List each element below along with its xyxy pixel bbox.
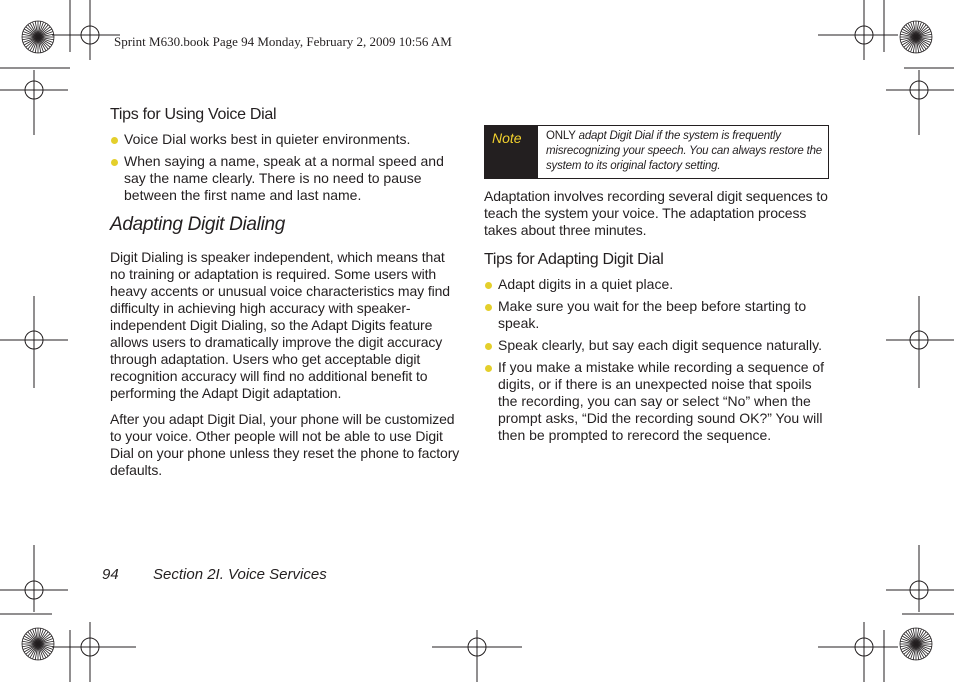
left-column: [110, 106, 462, 479]
list-item: Adapt digits in a quiet place.: [484, 276, 834, 293]
page-number: 94: [102, 566, 119, 583]
tips-voice-dial-heading: Tips for Using Voice Dial: [110, 106, 277, 123]
tips-adapting-heading: Tips for Adapting Digit Dial: [484, 251, 664, 268]
tips-voice-dial-list: [110, 131, 462, 204]
adaptation-paragraph: Adaptation involves recording several digit sequences to teach the system your voice. The adaptation process takes about three minutes.: [484, 188, 828, 238]
section-title: Section 2I. Voice Services: [153, 566, 327, 583]
note-body: adapt Digit Dial if the system is frequently misrecognizing your speech. You can always restore the system to its original factory setting.: [546, 130, 823, 172]
print-header-info: Sprint M630.book Page 94 Monday, February 2, 2009 10:56 AM: [114, 34, 452, 49]
right-column: [484, 188, 834, 449]
note-label: Note: [485, 126, 538, 178]
list-item: When saying a name, speak at a normal speed and say the name clearly. There is no need to pause between the first name and last name.: [110, 153, 462, 204]
note-only-label: ONLY: [546, 130, 576, 142]
list-item: Voice Dial works best in quieter environments.: [110, 131, 462, 148]
tips-adapting-list: [484, 276, 834, 444]
list-item: Make sure you wait for the beep before starting to speak.: [484, 298, 834, 332]
adapting-paragraph-1: Digit Dialing is speaker independent, which means that no training or adaptation is required. Some users with heavy accents or unusual voice characteristics may find difficulty in achieving high accuracy with speaker-independent Digit Dialing, so the Adapt Digits feature allows users to dramatically improve the digit accuracy through adaptation. Users who get acceptable digit recognition accuracy will find no additional benefit to performing the Adapt Digit adaptation.: [110, 249, 450, 401]
note-text: [538, 126, 828, 178]
list-item: If you make a mistake while recording a sequence of digits, or if there is an unexpected noise that spoils the recording, you can say or select “No” when the prompt asks, “Did the recording sound OK?” You will then be prompted to rerecord the sequence.: [484, 359, 834, 444]
note-box: [484, 125, 829, 179]
list-item: Speak clearly, but say each digit sequence naturally.: [484, 337, 834, 354]
adapting-heading: Adapting Digit Dialing: [110, 214, 286, 235]
adapting-paragraph-2: After you adapt Digit Dial, your phone will be customized to your voice. Other people will not be able to use Digit Dial on your phone unless they reset the phone to factory defaults.: [110, 411, 460, 478]
